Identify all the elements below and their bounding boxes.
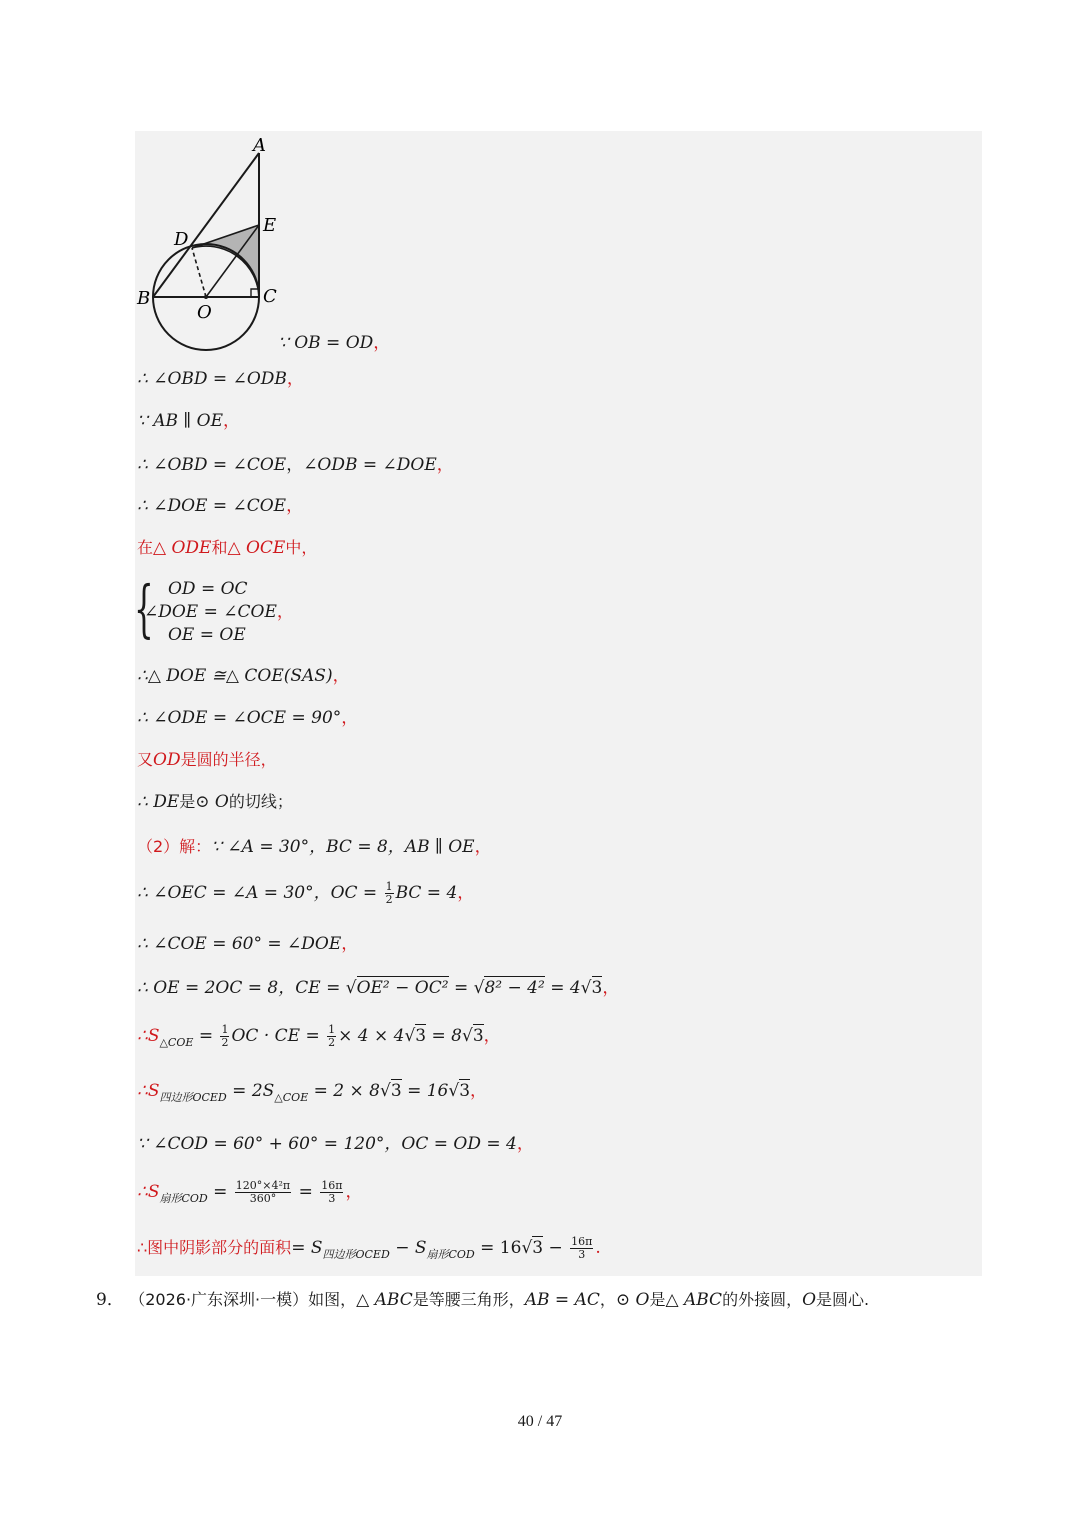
label-b: B [137,288,151,309]
proof-line-3 [137,409,240,433]
punctuation: ， [276,602,294,622]
proof-line-6 [137,536,317,560]
question-text: ， [599,1290,616,1309]
numerator: 1 [221,1023,229,1036]
numerator: 1 [385,880,393,893]
math-text: ∴ OE = 2OC = 8，CE = [137,978,341,998]
proof-line-11 [137,835,492,859]
radical: 3 [591,978,603,998]
denominator: 2 [385,893,393,906]
radical: OE² − OC² [356,978,449,998]
shaded-region [192,225,259,297]
radical: 3 [472,1026,484,1046]
math-text: = 4 [550,978,581,998]
math-text: O [802,1290,817,1310]
math-text: OE = OE [168,625,246,645]
fraction [570,1236,593,1261]
punctuation: ， [436,455,454,475]
punctuation: ， [286,455,304,475]
punctuation: . [595,1238,601,1258]
chinese-text: 是 [179,792,196,811]
proof-line-1 [278,331,390,355]
punctuation: ， [470,1081,488,1101]
math-text: ∴S [137,1026,160,1046]
radical: 3 [532,1238,544,1258]
numerator: 1 [328,1023,336,1036]
subscript: 四边形OCED [322,1248,390,1261]
radical: 3 [415,1026,427,1046]
punctuation: ， [373,333,391,353]
label-o: O [197,302,212,323]
math-text: = 16 [480,1238,522,1258]
math-text: ∵ ∠A = 30°，BC = 8，AB ∥ OE [211,837,475,857]
proof-line-10 [137,790,293,814]
proof-line-8 [137,706,358,730]
math-text: OD = OC [168,579,248,599]
math-text: = 2 × 8 [313,1081,380,1101]
punctuation: ， [341,934,359,954]
math-text: = 16 [407,1081,449,1101]
math-text: ∵ ∠COD = 60° + 60° = 120°，OC = OD = 4 [137,1134,517,1154]
subscript: △COE [159,1036,194,1049]
proof-line-14: ∴ OE = 2OC = 8，CE = √OE² − OC² = √8² − 4² = 4√3， [137,978,620,998]
math-text: △ OCE [227,538,286,558]
math-text: ∴ ∠DOE = ∠COE [137,496,287,516]
math-text: OD [153,750,181,770]
denominator: 360° [249,1192,277,1205]
label-a: A [253,135,266,156]
question-text: 是等腰三角形， [412,1290,525,1309]
math-text: ⊙ O [615,1290,650,1310]
proof-line-15: $\therefore S_{\triangle COE}$ = $\frac{1}{2}$ OC · CE = $\frac{1}{2}$ × 4 × 4√3 = 8√3， [137,1023,501,1049]
question-text: 是 [649,1290,666,1309]
geometry-figure [135,131,295,356]
denominator: 3 [328,1192,336,1205]
fraction [327,1024,336,1049]
math-text: = 2S [232,1081,275,1101]
math-text: ∴S [137,1182,160,1202]
question-9 [96,1288,869,1312]
math-text: = [298,1182,313,1202]
page-number: 40 / 47 [517,1413,563,1430]
fraction [220,1024,229,1049]
fraction [235,1180,291,1205]
math-text: ∴ DE [137,792,180,812]
segment-od-dashed [192,248,206,297]
math-text: ∴ ∠OEC = ∠A = 30°，OC = [137,883,378,903]
chinese-text: 在 [137,538,154,557]
math-text: ∴ ∠COE = 60° = ∠DOE [137,934,342,954]
system-row-3 [168,624,246,646]
proof-line-5 [137,494,303,518]
subscript: △COE [274,1091,309,1104]
segment-ab [153,153,259,297]
math-text: ∴ ∠OBD = ∠COE [137,455,287,475]
subscript: 扇形COD [426,1248,475,1261]
denominator: 2 [328,1036,336,1049]
subscript: 扇形COD [159,1192,208,1205]
label-d: D [174,229,189,250]
label-e: E [263,215,277,236]
punctuation: ， [345,1182,363,1202]
math-text: ∴S [137,1081,160,1101]
left-brace: { [134,572,154,645]
math-text: △ ABC [665,1290,723,1310]
denominator: 3 [578,1248,586,1261]
question-text: 如图， [308,1290,357,1309]
radical: 3 [390,1081,402,1101]
math-text: = [213,1182,228,1202]
punctuation: ， [516,1134,534,1154]
math-text: BC = 4 [395,883,458,903]
math-text: = [198,1026,214,1046]
radical: 8² − 4² [484,978,545,998]
chinese-text: 和 [211,538,228,557]
math-text: OC · CE = [231,1026,320,1046]
label-c: C [263,286,277,307]
math-text: ⊙ O [195,792,229,812]
proof-line-12 [137,881,474,906]
proof-line-19: ∴图中阴影部分的面积= $S_{四边形OCED} - S_{扇形COD} = 16√3$ − $\frac{16\pi}{3}$ . [137,1235,601,1261]
punctuation: ， [286,496,304,516]
chinese-text: 的切线； [228,792,293,811]
chinese-text: 又 [137,750,154,769]
proof-line-18 [137,1180,362,1211]
math-text: − [548,1238,563,1258]
math-text: ∵ AB ∥ OE [137,411,223,431]
punctuation: ， [286,369,304,389]
math-text: ∠DOE = ∠COE [144,602,277,622]
proof-line-4 [137,453,454,477]
question-source: （2026·广东深圳·一模） [129,1290,309,1309]
math-text: ∵ OB = OD [278,333,374,353]
part-label: （2）解： [137,837,212,856]
proof-line-7 [137,664,350,688]
math-text: = [453,978,469,998]
proof-line-13 [137,932,358,956]
punctuation: ， [332,666,350,686]
numerator: 120°×4²π [235,1179,291,1192]
punctuation: ， [341,708,359,728]
punctuation: ， [474,837,492,857]
fraction [320,1180,343,1205]
chinese-text: 中， [285,538,318,557]
math-text: △ ABC [356,1290,413,1310]
math-text: = 8 [431,1026,462,1046]
proof-line-16: $\therefore S_{四边形OCED} = 2S_{\triangle COE} = 2 \times 8√3 = 16√3$， [137,1081,488,1104]
question-text: 的外接圆， [722,1290,803,1309]
point-o [204,295,208,299]
proof-line-17 [137,1132,534,1156]
punctuation: ， [457,883,475,903]
numerator: 16π [571,1235,593,1248]
denominator: 2 [221,1036,229,1049]
chinese-text: ∴图中阴影部分的面积 [137,1238,292,1257]
math-text: − S [395,1238,427,1258]
fraction [385,881,394,906]
math-text: ∴△ DOE ≅△ COE(SAS) [137,666,333,686]
question-number: 9． [96,1290,124,1310]
math-text: ∠ODB = ∠DOE [303,455,437,475]
radical: 3 [459,1081,471,1101]
chinese-text: 是圆的半径， [180,750,277,769]
proof-line-2 [137,367,304,391]
math-text: ∴ ∠OBD = ∠ODB [137,369,287,389]
numerator: 16π [321,1179,343,1192]
math-text: △ ODE [153,538,212,558]
punctuation: ， [602,978,620,998]
punctuation: ， [483,1026,501,1046]
proof-line-9 [137,748,277,772]
math-text: AB = AC [524,1290,600,1310]
math-text: × 4 × 4 [338,1026,405,1046]
math-text: = S [291,1238,323,1258]
subscript: 四边形OCED [159,1091,227,1104]
punctuation: ， [223,411,240,431]
math-text: ∴ ∠ODE = ∠OCE = 90° [137,708,342,728]
system-row-1 [168,578,248,600]
question-text: 是圆心. [816,1290,870,1309]
system-row-2 [144,601,294,623]
